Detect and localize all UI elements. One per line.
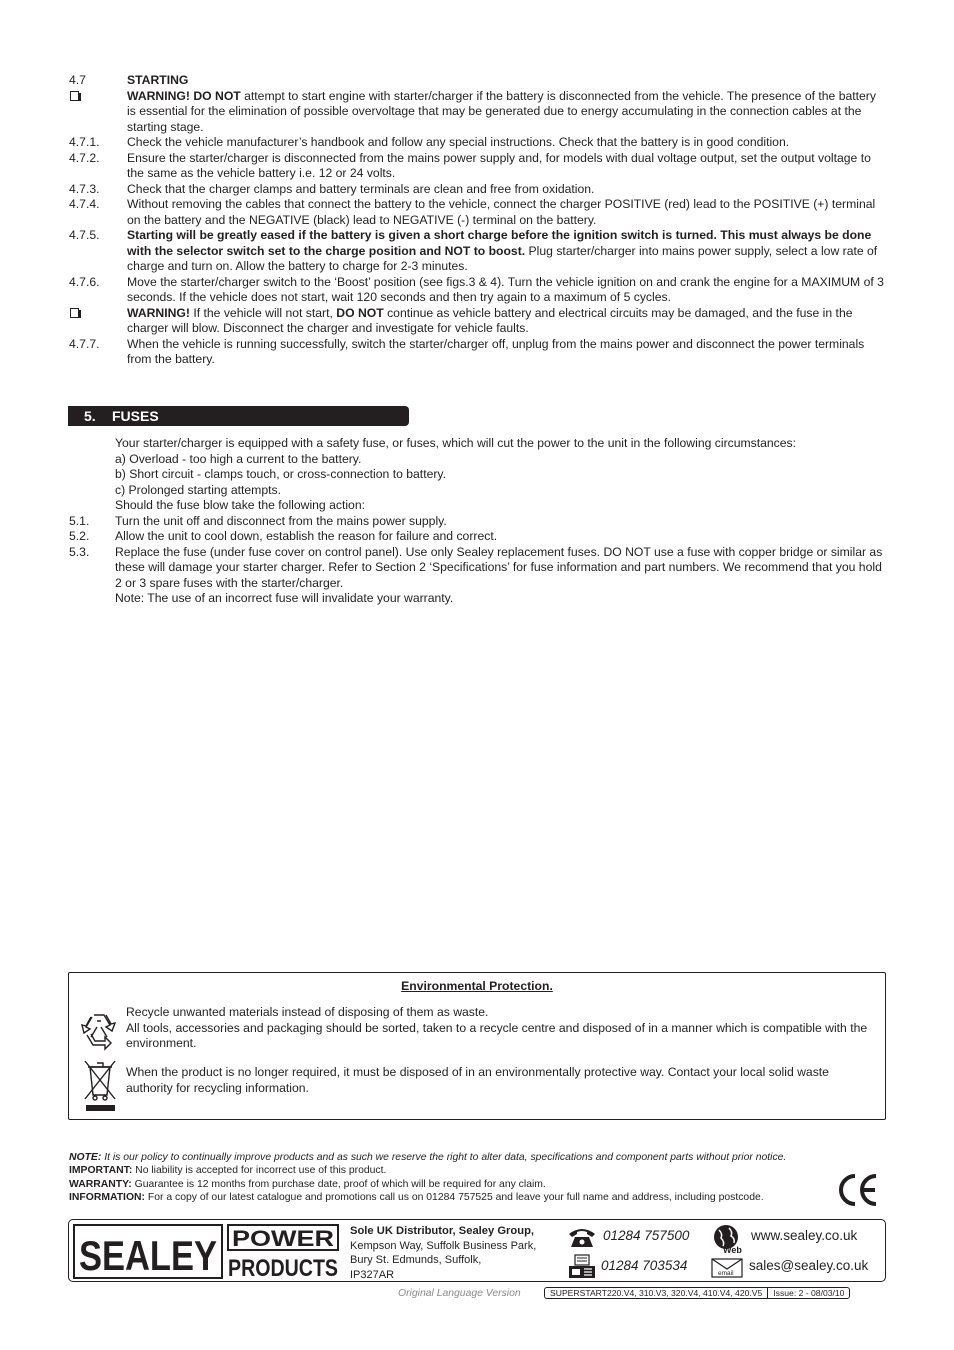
fuse-intro-text: Should the fuse blow take the following action: [115, 498, 366, 512]
step-body: If the vehicle will not start, [189, 305, 337, 320]
step-number: 4.7.3. [69, 181, 100, 196]
step-item [69, 337, 887, 368]
section-heading-row [69, 73, 887, 89]
model-numbers: SUPERSTART220.V4, 310.V3, 320.V4, 410.V4, 420.V5 [550, 1288, 763, 1298]
section-5-title-bar [68, 406, 409, 426]
important-label: IMPORTANT: [69, 1165, 133, 1177]
website-link[interactable]: www.sealey.co.uk [751, 1228, 858, 1243]
env-paragraph-2: When the product is no longer required, it must be disposed of in an environmentally protective way. Contact your local solid waste authority for recycling information. [126, 1065, 829, 1095]
fuse-step-text: Replace the fuse (under fuse cover on control panel). Use only Sealey replacement fuses. DO NOT use a fuse with copper bridge or similar as these will damage your starter charger. Refer to Section 2 ‘Specifications’ for fuse information and part numbers. We recommend that you hold 2 or 3 spare fuses with the starter/charger. [115, 544, 883, 590]
step-item [69, 182, 887, 198]
spacer [69, 498, 115, 514]
crossed-bin-icon [83, 1059, 117, 1118]
spacer [69, 483, 115, 499]
step-item [69, 151, 887, 182]
step-item [69, 89, 887, 136]
fuse-step [69, 529, 887, 545]
step-body: Without removing the cables that connect the battery to the vehicle, connect the charger POSITIVE (red) lead to the POSITIVE (+) terminal on the battery and the NEGATIVE (black) lead to NEGATIVE (-) terminal on the battery. [127, 197, 876, 227]
fuse-step [69, 591, 887, 607]
warranty-text: Guarantee is 12 months from purchase date, proof of which will be required for any claim. [131, 1178, 546, 1190]
telephone-icon [567, 1226, 597, 1253]
environmental-protection-box [68, 972, 886, 1120]
step-body: Check the vehicle manufacturer’s handbook and follow any special instructions. Check that the battery is in good condition. [127, 135, 790, 149]
env-text-line: Recycle unwanted materials instead of disposing of them as waste. [126, 1005, 489, 1019]
email-link[interactable]: sales@sealey.co.uk [749, 1258, 869, 1273]
note-text: It is our policy to continually improve products and as such we reserve the right to alter data, specifications and component parts without prior notice. [101, 1152, 787, 1163]
section-heading: STARTING [127, 73, 189, 87]
ce-mark-icon [836, 1171, 880, 1214]
step-emphasis: DO NOT [336, 305, 384, 320]
spacer [69, 452, 115, 468]
globe-icon [711, 1224, 745, 1259]
step-text [127, 197, 887, 228]
step-emphasis: Starting will be greatly eased if the battery is given a short charge before the ignition switch is turned. This must always be done with the selector switch set to the charge position and NOT to boost. [127, 228, 872, 258]
products-text: PRODUCTS [228, 1255, 338, 1282]
section-5-title: FUSES [112, 408, 159, 424]
envelope-icon [711, 1258, 743, 1283]
step-number: 4.7.1. [69, 135, 100, 149]
power-text: POWER [232, 1226, 335, 1251]
fuse-step-text: Note: The use of an incorrect fuse will invalidate your warranty. [115, 591, 454, 605]
address-line: Kempson Way, Suffolk Business Park, [350, 1239, 537, 1252]
address-line: IP327AR [350, 1268, 395, 1281]
step-item [69, 135, 887, 151]
step-item [69, 228, 887, 275]
step-number: 4.7.2. [69, 150, 100, 165]
model-issue-box [544, 1287, 850, 1299]
step-number: 4.7.6. [69, 274, 100, 289]
address-line: Bury St. Edmunds, Suffolk, [350, 1254, 482, 1266]
step-number: 4.7.7. [69, 336, 100, 351]
warning-checkbox-icon [69, 306, 127, 337]
step-text [127, 151, 887, 182]
address-block [350, 1224, 536, 1282]
step-text [127, 182, 887, 198]
step-body: continue as vehicle battery and electrical circuits may be damaged, and the fuse in the charger will blow. Disconnect the charger and investigate for vehicle faults. [127, 305, 853, 335]
important-text: No liability is accepted for incorrect use of this product. [132, 1165, 387, 1177]
step-text [127, 228, 887, 275]
step-text [127, 89, 887, 136]
fuse-intro-text: b) Short circuit - clamps touch, or cross-connection to battery. [115, 467, 446, 481]
legal-notes [69, 1151, 869, 1205]
fuse-step [69, 545, 887, 592]
fax-number: 01284 703534 [601, 1258, 688, 1273]
step-body: Move the starter/charger switch to the ‘Boost’ position (see figs.3 & 4). Turn the vehicle ignition on and crank the engine for a MAXIMUM of 3 seconds. If the vehicle does not start, wait 120 seconds and then try again to a maximum of 5 cycles. [127, 274, 884, 304]
information-text: For a copy of our latest catalogue and promotions call us on 01284 757525 and leave your full name and address, including postcode. [145, 1192, 764, 1204]
step-number: 4.7.4. [69, 197, 100, 211]
fuse-step-number: 5.1. [69, 513, 90, 528]
fuse-intro-text: Your starter/charger is equipped with a safety fuse, or fuses, which will cut the power to the unit in the following circumstances: [115, 436, 797, 450]
env-paragraph-1 [126, 1005, 877, 1052]
logo-text: SEALEY [79, 1232, 217, 1279]
original-language-label: Original Language Version [398, 1288, 521, 1299]
step-text [127, 337, 887, 368]
step-text [127, 275, 887, 306]
spacer [69, 436, 115, 452]
section-4-7 [69, 73, 887, 368]
fax-icon [567, 1254, 597, 1285]
fuse-step-text: Turn the unit off and disconnect from the mains power supply. [115, 513, 447, 528]
step-text [127, 306, 887, 337]
step-item [69, 306, 887, 337]
section-5-number: 5. [84, 408, 96, 424]
web-icon-label: Web [723, 1245, 742, 1255]
env-title: Environmental Protection. [401, 979, 553, 993]
fuse-intro-text: c) Prolonged starting attempts. [115, 482, 281, 497]
env-text-line: All tools, accessories and packaging should be sorted, taken to a recycle centre and disposed of in a manner which is compatible with the environment. [126, 1020, 868, 1050]
fuse-step-number: 5.3. [69, 544, 90, 559]
fuse-intro-line [69, 498, 887, 514]
note-label: NOTE: [69, 1152, 102, 1163]
step-body: attempt to start engine with starter/charger if the battery is disconnected from the vehicle. The presence of the battery is essential for the elimination of possible overvoltage that may be generated due to energy accumulating in the connection cables at the starting stage. [127, 88, 876, 134]
information-label: INFORMATION: [69, 1192, 145, 1204]
step-body: Ensure the starter/charger is disconnected from the mains power supply and, for models with dual voltage output, set the output voltage to the same as the vehicle battery i.e. 12 or 24 volts. [127, 150, 871, 180]
step-body: When the vehicle is running successfully, switch the starter/charger off, unplug from the mains power and disconnect the power terminals from the battery. [127, 336, 865, 366]
step-emphasis: WARNING! DO NOT [127, 88, 241, 103]
spacer [69, 467, 115, 483]
step-item [69, 275, 887, 306]
sealey-logo [73, 1224, 223, 1279]
section-5 [69, 436, 887, 607]
fuse-intro-line [69, 467, 887, 483]
recycle-icon [77, 1007, 121, 1056]
issue-date: Issue: 2 - 08/03/10 [767, 1288, 849, 1298]
fuse-step [69, 514, 887, 530]
step-body: Plug starter/charger into mains power supply, select a low rate of charge and turn on. Allow the battery to charge for 2-3 minutes. [127, 243, 878, 273]
checkbox-icon [70, 308, 79, 318]
checkbox-icon [70, 91, 79, 101]
fuse-intro-line [69, 452, 887, 468]
step-body: Check that the charger clamps and battery terminals are clean and free from oxidation. [127, 181, 595, 196]
warning-checkbox-icon [69, 89, 127, 136]
fuse-intro-text: a) Overload - too high a current to the battery. [115, 451, 362, 466]
fuse-intro-line [69, 483, 887, 499]
distributor-name: Sole UK Distributor, Sealey Group, [350, 1225, 535, 1237]
contact-footer [68, 1219, 886, 1282]
step-item [69, 197, 887, 228]
power-products-logo [227, 1224, 339, 1282]
fuse-step-number: 5.2. [69, 529, 90, 543]
step-text [127, 135, 887, 151]
fuse-step-text: Allow the unit to cool down, establish the reason for failure and correct. [115, 529, 498, 543]
section-number: 4.7 [69, 73, 86, 87]
email-icon-label: email [718, 1270, 734, 1277]
fuse-intro-line [69, 436, 887, 452]
warranty-label: WARRANTY: [69, 1178, 132, 1190]
fuse-step-number [69, 591, 115, 607]
step-number: 4.7.5. [69, 228, 100, 242]
telephone-number: 01284 757500 [603, 1228, 690, 1243]
step-emphasis: WARNING! [127, 305, 190, 320]
